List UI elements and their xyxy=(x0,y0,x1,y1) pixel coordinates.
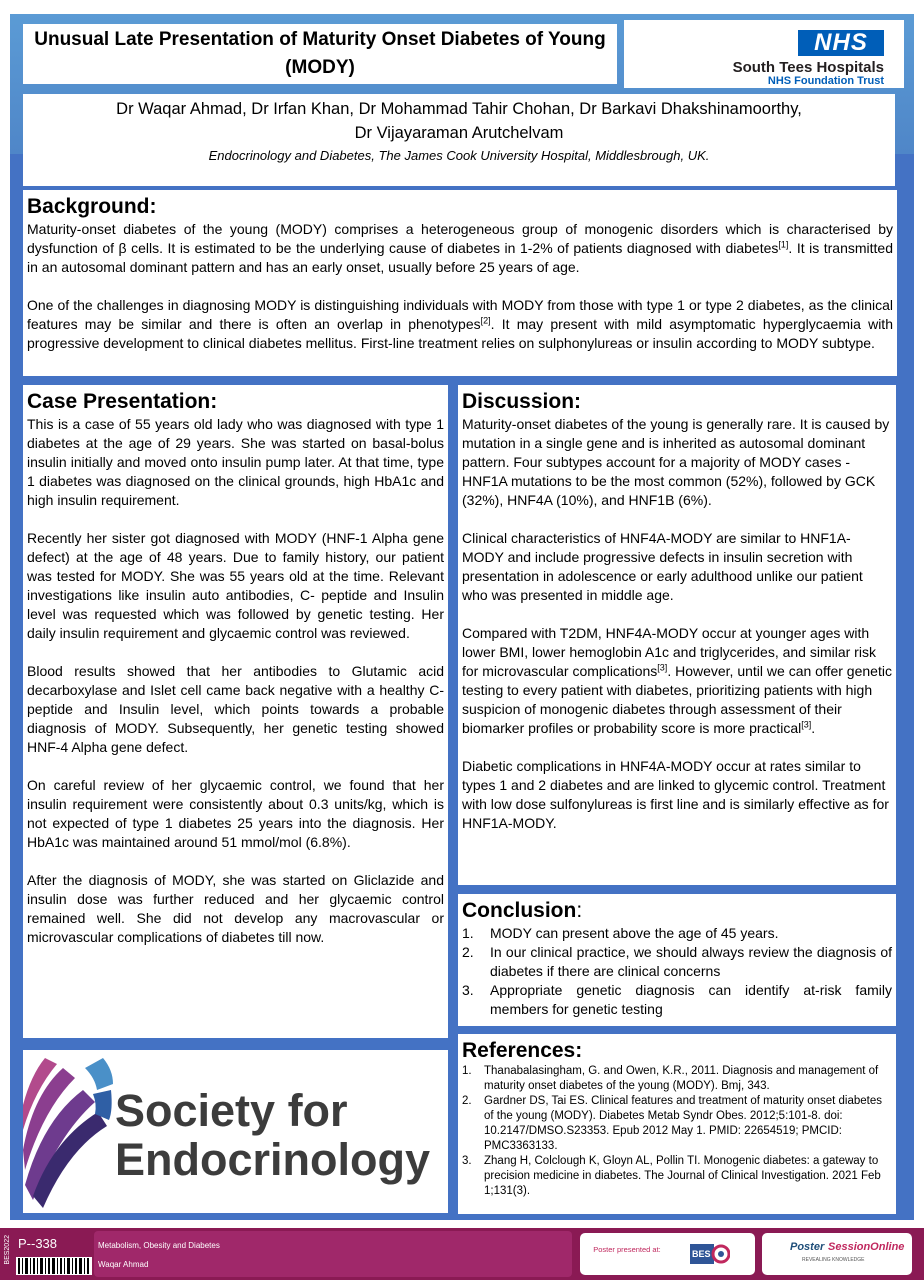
presenting-author: Waqar Ahmad xyxy=(98,1260,149,1269)
poster-title xyxy=(23,24,617,84)
conclusion-section xyxy=(458,894,896,1026)
authors-line-2: Dr Vijayaraman Arutchelvam xyxy=(354,124,564,142)
case-presentation-section xyxy=(23,385,448,1038)
list-number: 1. xyxy=(462,925,474,941)
citation: [2] xyxy=(480,315,491,326)
society-for-endocrinology-logo xyxy=(23,1050,448,1213)
discussion-heading: Discussion: xyxy=(462,390,582,413)
citation: [1] xyxy=(778,239,789,250)
trust-name: NHS Foundation Trust xyxy=(767,75,884,87)
background-text: One of the challenges in diagnosing MODY is distinguishing individuals with MODY from those with type 1 or type 2 diabetes, as the clinical features may be similar and there is often an overlap in phenotypes xyxy=(27,297,893,332)
poster-session-online-logo[interactable] xyxy=(761,1232,913,1276)
bes-logo xyxy=(690,1241,730,1267)
references-heading: References: xyxy=(462,1039,583,1062)
affiliation: Endocrinology and Diabetes, The James Cook University Hospital, Middlesbrough, UK. xyxy=(208,148,710,163)
background-text: Maturity-onset diabetes of the young (MODY) comprises a heterogeneous group of monogenic disorders which is characterised by dysfunction of β cells. It is estimated to be the underlying cause of diabetes in 1-2% of patients diagnosed with diabetes xyxy=(27,221,893,256)
reference-text: Thanabalasingham, G. and Owen, K.R., 2011. Diagnosis and management of maturity onset diabetes of the young (MODY). Bmj, 343. xyxy=(484,1065,879,1092)
pso-session-text: SessionOnline xyxy=(828,1241,905,1253)
list-item xyxy=(462,924,892,943)
citation: [3] xyxy=(801,719,812,730)
list-item xyxy=(462,1064,892,1094)
background-paragraph-1 xyxy=(27,220,893,277)
poster-title-text: Unusual Late Presentation of Maturity Onset Diabetes of Young (MODY) xyxy=(34,29,606,78)
list-number: 2. xyxy=(462,1095,472,1107)
track-name: Metabolism, Obesity and Diabetes xyxy=(98,1241,220,1250)
discussion-paragraph-3 xyxy=(462,624,892,738)
footer-bar xyxy=(0,1228,924,1280)
case-paragraph-1: This is a case of 55 years old lady who was diagnosed with type 1 diabetes at the age of 29 years. She was started on basal-bolus insulin initially and moved onto insulin pump later. At that time, type 1 diabetes was diagnosed on the clinical grounds, high HbA1c and high insulin requirement. xyxy=(27,416,444,508)
society-wordmark-line-1: Society for xyxy=(115,1085,348,1136)
case-paragraph-4: On careful review of her glycaemic control, we found that her insulin requirement were consistently about 0.3 units/kg, which is not expected of type 1 diabetes 25 years into the diagnosis. Her HbA1c was maintained around 51 mmol/mol (6.8%). xyxy=(27,777,444,850)
list-text: MODY can present above the age of 45 years. xyxy=(490,925,779,941)
list-item xyxy=(462,981,892,1019)
conclusion-heading-text: Conclusion xyxy=(462,899,577,922)
list-number: 3. xyxy=(462,982,474,998)
conclusion-heading xyxy=(462,898,892,924)
poster-number: P--338 xyxy=(18,1236,58,1251)
conclusion-colon: : xyxy=(576,899,583,922)
nhs-logo-block xyxy=(624,20,904,88)
authors-block xyxy=(23,94,895,186)
list-item xyxy=(462,1094,892,1154)
authors-line-1: Dr Waqar Ahmad, Dr Irfan Khan, Dr Mohammad Tahir Chohan, Dr Barkavi Dhakshinamoorthy, xyxy=(116,100,802,118)
pso-poster-text: Poster xyxy=(790,1241,825,1253)
list-number: 2. xyxy=(462,944,474,960)
case-paragraph-2: Recently her sister got diagnosed with MODY (HNF-1 Alpha gene defect) at the age of 48 years. Due to family history, our patient was tested for MODY. She was 55 years old at the time. Relevant investigations like insulin auto antibodies, C- peptide and Insulin level was requested which was followed by genetic testing. Her daily insulin requirement and glycaemic control was reviewed. xyxy=(27,530,444,641)
reference-text: Zhang H, Colclough K, Gloyn AL, Pollin TI. Monogenic diabetes: a gateway to precision medicine in diabetes. The Journal of Clinical Investigation. 2021 Feb 1;131(3). xyxy=(484,1155,881,1197)
case-paragraph-5: After the diagnosis of MODY, she was started on Gliclazide and insulin dose was further reduced and her glycaemic control remained well. She did not develop any macrovascular or microvascular complications of diabetes till now. xyxy=(27,872,444,945)
list-number: 1. xyxy=(462,1065,472,1077)
barcode-icon xyxy=(16,1257,92,1275)
pso-tagline: REVEALING KNOWLEDGE xyxy=(802,1257,865,1263)
reference-text: Gardner DS, Tai ES. Clinical features and treatment of maturity onset diabetes of the young (MODY). Diabetes Metab Syndr Obes. 2012;5:101-8. doi: 10.2147/DMSO.S23353. Epub 2012 May 1. PMID: 22654519; PMCID: PMC3363133. xyxy=(484,1095,883,1152)
background-paragraph-2 xyxy=(27,296,893,353)
discussion-text: Compared with T2DM, HNF4A-MODY occur at younger ages with lower BMI, lower hemoglobin A1c and triglycerides, and similar risk for microvascular complications xyxy=(462,625,876,679)
discussion-section xyxy=(458,385,896,885)
case-paragraph-3: Blood results showed that her antibodies to Glutamic acid decarboxylase and Islet cell came back negative with a healthy C-peptide and Insulin level, which points towards a probable diagnosis of MODY. Subsequently, her genetic testing showed HNF-4 Alpha gene defect. xyxy=(27,663,444,755)
list-text: Appropriate genetic diagnosis can identify at-risk family members for genetic testing xyxy=(490,982,892,1017)
references-section xyxy=(458,1034,896,1214)
society-swirl-icon xyxy=(23,1050,113,1213)
list-item xyxy=(462,943,892,981)
discussion-paragraph-4: Diabetic complications in HNF4A-MODY occur at rates similar to types 1 and 2 diabetes and are linked to glycemic control. Treatment with low dose sulfonylureas is first line and is similarly effective as for HNF1A-MODY. xyxy=(462,758,889,831)
background-text: . It is transmitted in an autosomal dominant pattern and has an early onset, usually before 25 years of age. xyxy=(27,240,894,275)
list-text: In our clinical practice, we should always review the diagnosis of diabetes if there are clinical concerns xyxy=(490,944,892,979)
background-heading: Background: xyxy=(27,195,157,218)
list-number: 3. xyxy=(462,1155,472,1167)
presented-at-label: Poster presented at: xyxy=(593,1245,661,1254)
poster-background xyxy=(10,14,914,1220)
track-info xyxy=(94,1231,572,1277)
society-wordmark-line-2: Endocrinology xyxy=(115,1134,430,1185)
discussion-paragraph-2: Clinical characteristics of HNF4A-MODY are similar to HNF1A-MODY and include progressive defects in insulin secretion with presentation in adolescence or early adulthood unlike our patient who was presented in middle age. xyxy=(462,530,863,603)
case-heading: Case Presentation: xyxy=(27,390,218,413)
presented-at-block xyxy=(579,1232,756,1276)
discussion-text: . However, until we can offer genetic testing to every patient with diabetes, prioritizing patients with high suspicion of monogenic diabetes through assessment of their biomarker profiles or probability score is more practical xyxy=(462,663,892,736)
list-item xyxy=(462,1154,892,1199)
discussion-text: . xyxy=(811,720,816,736)
bes-logo-text: BES xyxy=(692,1249,711,1259)
references-list xyxy=(462,1064,892,1199)
poster-code-block xyxy=(4,1231,90,1277)
discussion-paragraph-1: Maturity-onset diabetes of the young is generally rare. It is caused by mutation in a single gene and is inherited as autosomal dominant pattern. Four subtypes account for a majority of MODY cases - HNF1A mutations to be the most common (52%), followed by GCK (32%), HNF4A (10%), and HNF1B (6%). xyxy=(462,416,890,508)
background-text: . It may present with mild asymptomatic hyperglycaemia with progressive development to clinical diabetes mellitus. First-line treatment relies on sulphonylureas or insulin according to MODY subtype. xyxy=(27,316,893,351)
background-section xyxy=(23,190,897,376)
conference-code: BES2022 xyxy=(4,1235,11,1265)
society-wordmark xyxy=(115,1086,430,1184)
conclusion-list xyxy=(462,924,892,1019)
hospital-name: South Tees Hospitals xyxy=(732,59,884,76)
nhs-logo: NHS xyxy=(798,30,884,56)
citation: [3] xyxy=(657,662,668,673)
